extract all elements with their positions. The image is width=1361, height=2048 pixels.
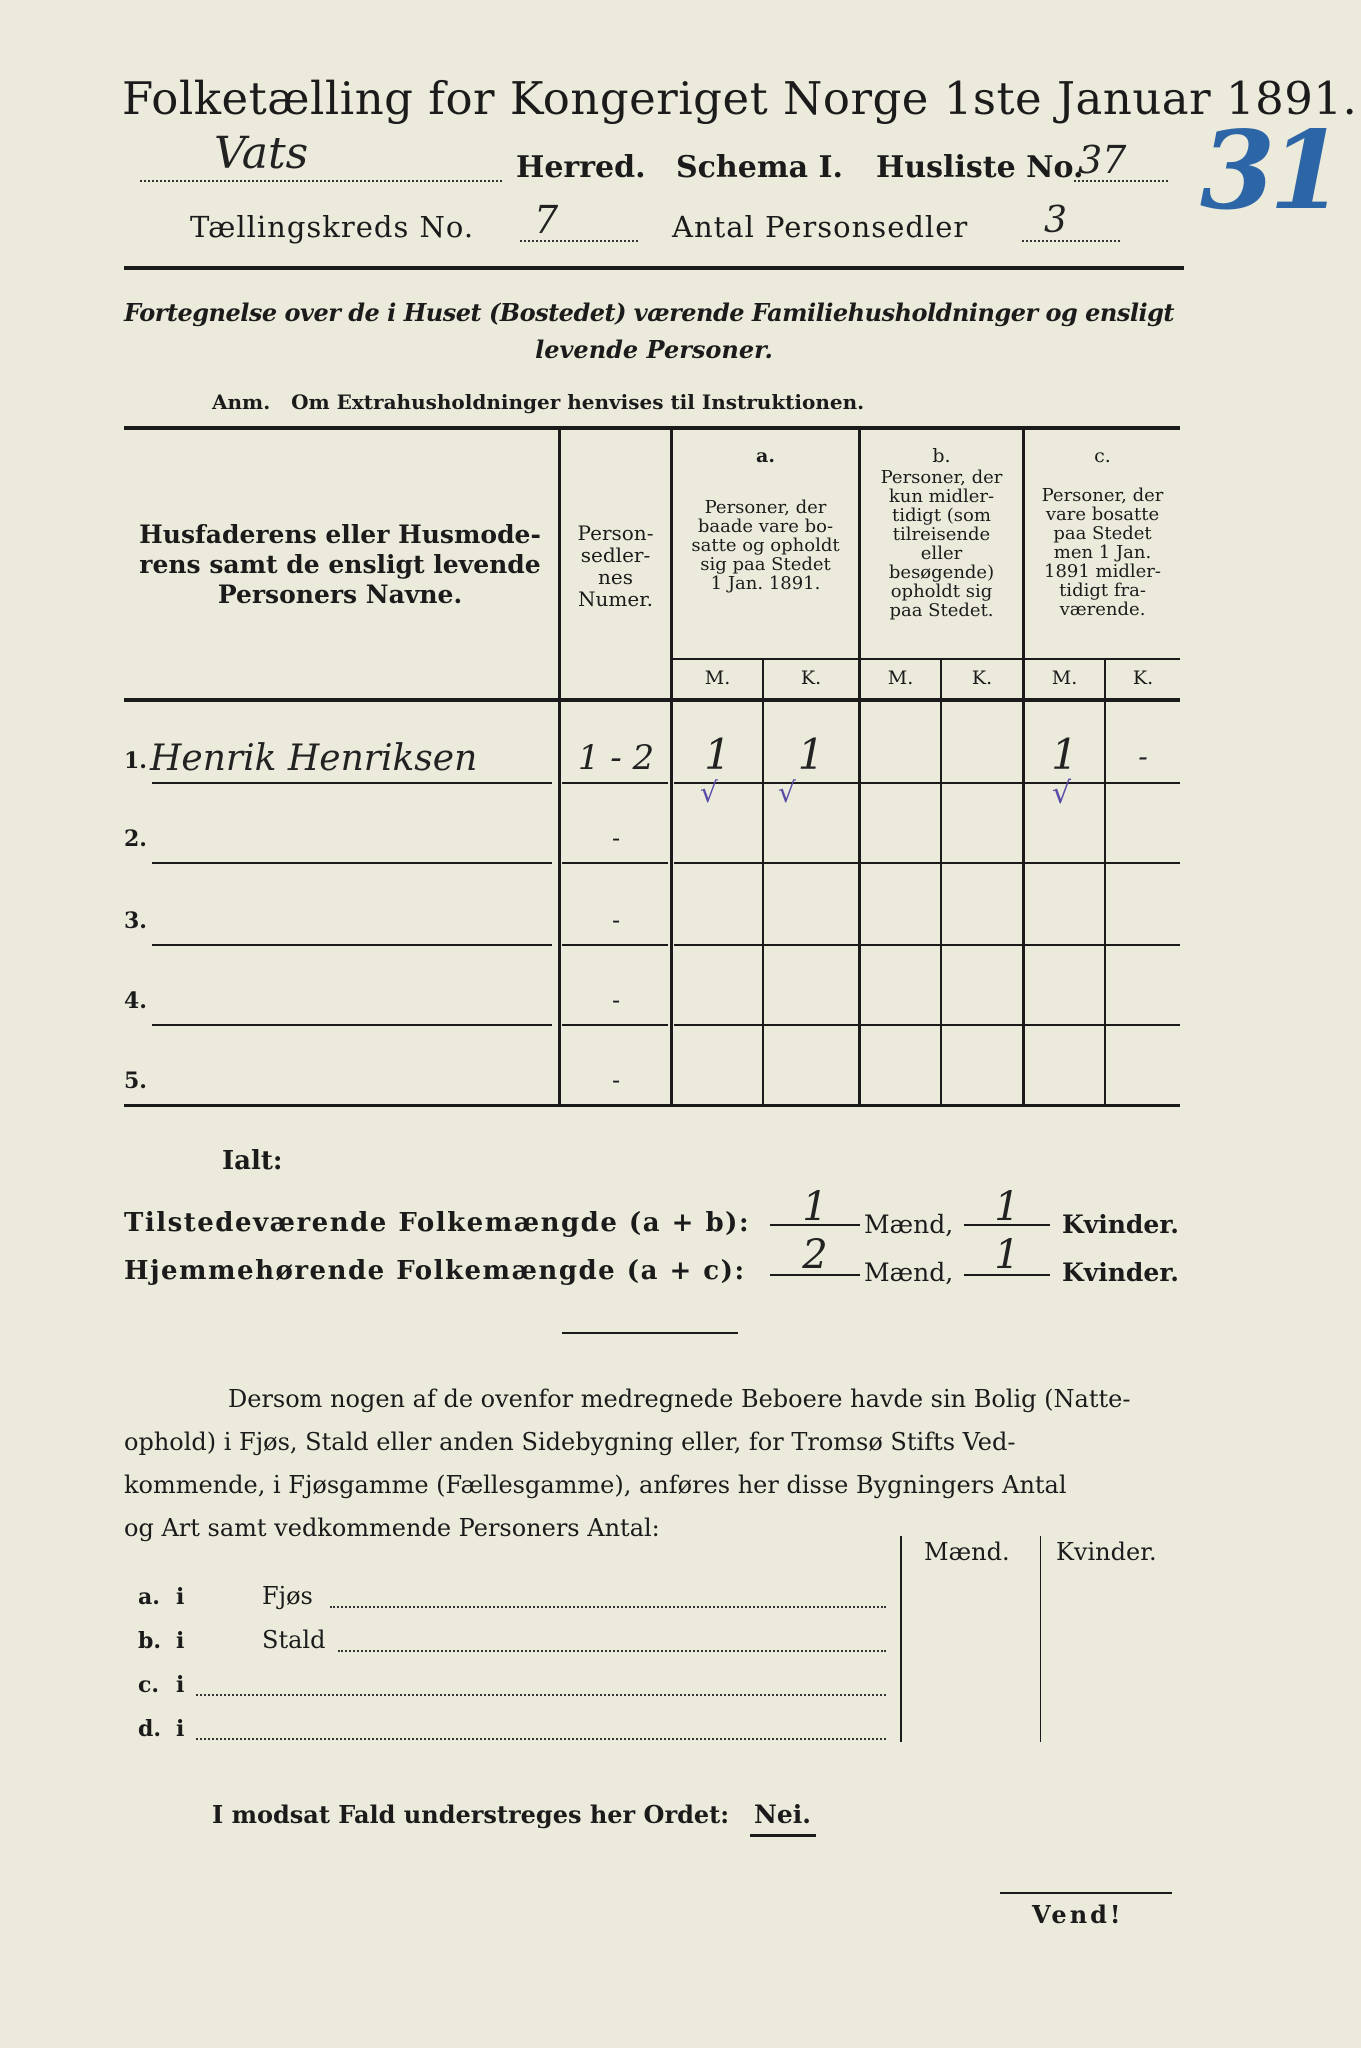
col-a-letter: a. — [756, 445, 775, 467]
col-names-line: rens samt de ensligt levende — [139, 550, 541, 579]
herred-value: Vats — [214, 128, 309, 179]
building-letter: a. — [138, 1584, 160, 1610]
building-label: Stald — [262, 1626, 326, 1654]
kvinder-label: Kvinder. — [1062, 1210, 1179, 1239]
row-numer: 1 - 2 — [577, 738, 655, 778]
buildings-line: Dersom nogen af de ovenfor medregnede Beboere havde sin Bolig (Natte- — [228, 1385, 1131, 1413]
check-mark-icon: √ — [700, 776, 718, 809]
sub-k: K. — [1132, 667, 1154, 689]
husliste-value: 37 — [1078, 138, 1127, 182]
row-number: 3. — [124, 908, 147, 934]
row-numer: - — [611, 906, 621, 934]
col-numer-line: sedler- — [580, 543, 651, 567]
kvinder-label: Kvinder. — [1062, 1258, 1179, 1287]
col-b-line: paa Stedet. — [889, 600, 994, 621]
row-line — [674, 944, 1180, 946]
col-b-line: tilreisende — [892, 524, 991, 545]
row-line — [562, 944, 668, 946]
col-a-header — [673, 498, 858, 593]
hjemme-k-value: 1 — [994, 1232, 1020, 1278]
col-a-line: Personer, der — [704, 497, 827, 518]
row-a-k: 1 — [797, 730, 825, 779]
buildings-col-maend: Mænd. — [924, 1538, 1010, 1566]
ialt-label: Ialt: — [222, 1146, 283, 1176]
tilstede-k-value: 1 — [994, 1184, 1020, 1230]
row-number: 2. — [124, 826, 147, 852]
col-names-header — [124, 520, 556, 610]
stamp-number: 31 — [1200, 108, 1339, 234]
col-numer-header — [561, 522, 670, 610]
building-dotted-line — [196, 1738, 886, 1740]
col-b-line: kun midler- — [888, 486, 995, 507]
col-c-header — [1025, 486, 1180, 619]
maend-label: Mænd, — [864, 1210, 954, 1239]
row-name: Henrik Henriksen — [150, 738, 478, 779]
col-b-line: eller — [920, 543, 963, 564]
col-c-line: tidigt fra- — [1059, 580, 1146, 601]
herred-dotted-line — [140, 180, 502, 182]
row-line — [674, 782, 1180, 784]
vend-rule — [1000, 1892, 1172, 1894]
col-divider — [1104, 658, 1106, 1106]
row-numer: - — [611, 1066, 621, 1094]
col-divider — [762, 658, 764, 1106]
row-c-k: - — [1138, 740, 1148, 773]
building-letter: c. — [138, 1672, 160, 1698]
buildings-col-divider — [1040, 1536, 1041, 1742]
col-a-line: 1 Jan. 1891. — [710, 573, 821, 594]
col-c-line: værende. — [1059, 599, 1146, 620]
building-i: i — [176, 1716, 185, 1742]
col-b-line: tidigt (som — [892, 505, 991, 526]
col-c-letter: c. — [1094, 445, 1111, 467]
buildings-line: ophold) i Fjøs, Stald eller anden Sidebygning eller, for Tromsø Stifts Ved- — [124, 1428, 1016, 1456]
antal-dotted-line — [1022, 240, 1120, 242]
building-letter: d. — [138, 1716, 162, 1742]
antal-label: Antal Personsedler — [672, 210, 969, 244]
buildings-col-kvinder: Kvinder. — [1056, 1538, 1157, 1566]
tilstede-m-value: 1 — [802, 1184, 828, 1230]
building-i: i — [176, 1672, 185, 1698]
row-line — [152, 782, 552, 784]
row-line — [152, 862, 552, 864]
building-dotted-line — [196, 1694, 886, 1696]
col-b-header — [861, 468, 1022, 620]
col-a-line: baade vare bo- — [697, 516, 834, 537]
col-c-line: Personer, der — [1041, 485, 1164, 506]
anm-note: Anm. Om Extrahusholdninger henvises til Instruktionen. — [212, 390, 865, 414]
sub-k: K. — [800, 667, 822, 689]
building-dotted-line — [330, 1606, 886, 1608]
row-line — [152, 944, 552, 946]
col-c-line: vare bosatte — [1045, 504, 1160, 525]
modsat-text: I modsat Fald understreges her Ordet: — [212, 1800, 730, 1829]
row-a-m: 1 — [704, 730, 731, 779]
buildings-col-divider — [900, 1536, 902, 1742]
col-b-line: Personer, der — [880, 467, 1003, 488]
husliste-label: Husliste No. — [876, 150, 1084, 185]
sub-m: M. — [887, 667, 914, 689]
row-c-m: 1 — [1051, 730, 1078, 779]
col-a-line: sig paa Stedet — [700, 554, 831, 575]
sub-m: M. — [1051, 667, 1078, 689]
row-numer: - — [611, 824, 621, 852]
building-i: i — [176, 1584, 185, 1610]
col-divider — [940, 658, 942, 1106]
buildings-line: kommende, i Fjøsgamme (Fællesgamme), anføres her disse Bygningers Antal — [124, 1471, 1067, 1499]
kreds-label: Tællingskreds No. — [190, 210, 475, 244]
col-numer-line: nes — [598, 565, 633, 589]
buildings-paragraph — [124, 1378, 1184, 1550]
col-c-line: men 1 Jan. — [1053, 542, 1152, 563]
row-numer: - — [611, 986, 621, 1014]
col-names-line: Husfaderens eller Husmode- — [139, 520, 541, 549]
sub-m: M. — [704, 667, 731, 689]
row-line — [562, 862, 668, 864]
form-title: Folketælling for Kongeriget Norge 1ste Januar 1891. — [122, 72, 1358, 125]
tilstede-label: Tilstedeværende Folkemængde (a + b): — [124, 1208, 751, 1238]
intro-line2: levende Personer. — [535, 335, 773, 364]
building-dotted-line — [338, 1650, 886, 1652]
schema-label: Schema I. — [676, 150, 843, 185]
col-numer-line: Numer. — [578, 587, 653, 611]
col-c-line: 1891 midler- — [1044, 561, 1161, 582]
herred-label: Herred. — [516, 150, 646, 185]
row-line — [674, 862, 1180, 864]
hjemme-label: Hjemmehørende Folkemængde (a + c): — [124, 1256, 746, 1286]
buildings-line: og Art samt vedkommende Personers Antal: — [124, 1514, 660, 1542]
col-names-line: Personers Navne. — [217, 580, 463, 609]
col-c-line: paa Stedet — [1053, 523, 1152, 544]
check-mark-icon: √ — [1052, 776, 1072, 811]
col-b-letter: b. — [932, 445, 951, 467]
row-number: 5. — [124, 1068, 147, 1094]
row-line — [562, 1024, 668, 1026]
building-letter: b. — [138, 1628, 162, 1654]
header-rule — [124, 266, 1184, 270]
row-line — [562, 782, 668, 784]
hjemme-m-value: 2 — [802, 1232, 828, 1278]
building-label: Fjøs — [262, 1582, 313, 1610]
nei-underline — [750, 1834, 816, 1837]
col-b-line: opholdt sig — [890, 581, 993, 602]
intro-line1: Fortegnelse over de i Huset (Bostedet) værende Familiehusholdninger og ensligt — [124, 298, 1174, 327]
row-number: 1. — [124, 748, 147, 774]
antal-value: 3 — [1044, 200, 1067, 241]
row-line — [674, 1024, 1180, 1026]
vend-label: Vend! — [1032, 1900, 1124, 1929]
row-number: 4. — [124, 988, 147, 1014]
section-separator — [562, 1332, 738, 1334]
sub-k: K. — [971, 667, 993, 689]
building-i: i — [176, 1628, 185, 1654]
col-a-line: satte og opholdt — [691, 535, 840, 556]
row-line — [152, 1024, 552, 1026]
col-numer-line: Person- — [577, 521, 654, 545]
maend-label: Mænd, — [864, 1258, 954, 1287]
col-b-line: besøgende) — [888, 562, 995, 583]
kreds-value: 7 — [534, 198, 559, 242]
nei-word: Nei. — [754, 1800, 811, 1829]
check-mark-icon: √ — [778, 776, 796, 809]
